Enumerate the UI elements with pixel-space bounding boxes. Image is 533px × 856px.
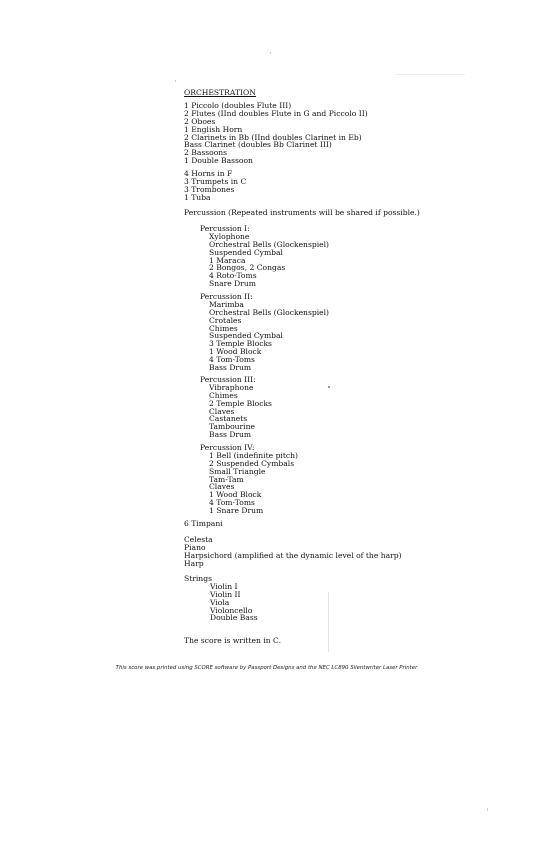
percussion-3-title: Percussion III: [200, 375, 256, 384]
percussion-1 [200, 225, 329, 288]
list-item: Viola [210, 597, 230, 607]
percussion-3 [200, 376, 272, 439]
list-item: 4 Tom-Toms [209, 498, 255, 508]
list-item: Snare Drum [209, 279, 256, 289]
list-item: Harp [184, 558, 204, 568]
percussion-2 [200, 293, 329, 372]
list-item: Suspended Cymbal [209, 331, 283, 341]
list-item: Violin II [210, 589, 241, 599]
list-item: 2 Bassoons [184, 148, 228, 158]
list-item: 3 Trumpets in C [184, 176, 247, 186]
list-item: Claves [209, 406, 235, 416]
list-item: 2 Temple Blocks [209, 398, 272, 408]
woodwinds-list [184, 102, 368, 165]
list-item: Bass Drum [209, 363, 252, 373]
scan-artifact [487, 808, 488, 811]
list-item: 4 Tom-Toms [209, 355, 255, 365]
list-item: Bass Drum [209, 430, 252, 440]
list-item: Harpsichord (amplified at the dynamic level of the harp) [184, 550, 402, 560]
percussion-4-title: Percussion IV: [200, 443, 255, 452]
list-item: Vibraphone [209, 382, 254, 392]
list-item: Castanets [209, 414, 248, 424]
list-item: 4 Horns in F [184, 169, 233, 178]
list-item: Xylophone [209, 231, 250, 241]
strings-title: Strings [184, 574, 212, 583]
strings-section [184, 575, 258, 622]
list-item: Violin I [210, 581, 238, 591]
orchestration-heading: ORCHESTRATION [184, 88, 256, 97]
list-item: 1 Bell (indefinite pitch) [209, 450, 299, 460]
keyboards-list [184, 536, 402, 568]
list-item: 2 Clarinets in Bb (IInd doubles Clarinet in Eb) [184, 132, 362, 142]
percussion-4 [200, 444, 298, 515]
list-item: 1 Snare Drum [209, 506, 264, 516]
scan-artifact [328, 592, 329, 652]
list-item: Piano [184, 542, 206, 552]
list-item: 3 Trombones [184, 184, 235, 194]
printer-credit-footer: This score was printed using SCORE software by Passport Designs and the NEC LC890 Silentwriter Laser Printer [115, 665, 418, 671]
list-item: Marimba [209, 299, 244, 309]
percussion-intro: Percussion (Repeated instruments will be shared if possible.) [184, 208, 420, 217]
list-item: 1 Wood Block [209, 490, 262, 500]
list-item: Crotales [209, 315, 242, 325]
percussion-1-title: Percussion I: [200, 224, 250, 233]
scan-artifact [270, 52, 271, 54]
list-item: 2 Suspended Cymbals [209, 458, 295, 468]
list-item: 1 Piccolo (doubles Flute III) [184, 101, 292, 110]
scan-artifact [328, 386, 330, 388]
list-item: Small Triangle [209, 466, 266, 476]
list-item: Double Bass [210, 613, 258, 623]
list-item: Tambourine [209, 422, 255, 432]
percussion-2-title: Percussion II: [200, 292, 253, 301]
list-item: 4 Roto-Toms [209, 271, 257, 281]
list-item: Chimes [209, 390, 238, 400]
list-item: 2 Oboes [184, 116, 216, 126]
timpani-line: 6 Timpani [184, 519, 223, 528]
list-item: Claves [209, 482, 235, 492]
list-item: Suspended Cymbal [209, 247, 283, 257]
list-item: Orchestral Bells (Glockenspiel) [209, 239, 330, 249]
list-item: Chimes [209, 323, 238, 333]
list-item: 2 Bongos, 2 Congas [209, 263, 286, 273]
list-item: 1 Double Bassoon [184, 156, 253, 166]
list-item: 1 Maraca [209, 255, 246, 265]
scan-artifact [395, 74, 465, 75]
list-item: Violoncello [210, 605, 253, 615]
list-item: Tam-Tam [209, 474, 244, 484]
brass-list [184, 170, 246, 202]
list-item: 2 Flutes (IInd doubles Flute in G and Piccolo II) [184, 108, 368, 118]
list-item: 1 English Horn [184, 124, 243, 134]
list-item: 1 Tuba [184, 192, 211, 202]
list-item: Bass Clarinet (doubles Bb Clarinet III) [184, 140, 332, 150]
list-item: Celesta [184, 535, 213, 544]
list-item: 3 Temple Blocks [209, 339, 272, 349]
scan-artifact [175, 80, 176, 82]
list-item: Orchestral Bells (Glockenspiel) [209, 307, 330, 317]
list-item: 1 Wood Block [209, 347, 262, 357]
score-note: The score is written in C. [184, 636, 282, 645]
